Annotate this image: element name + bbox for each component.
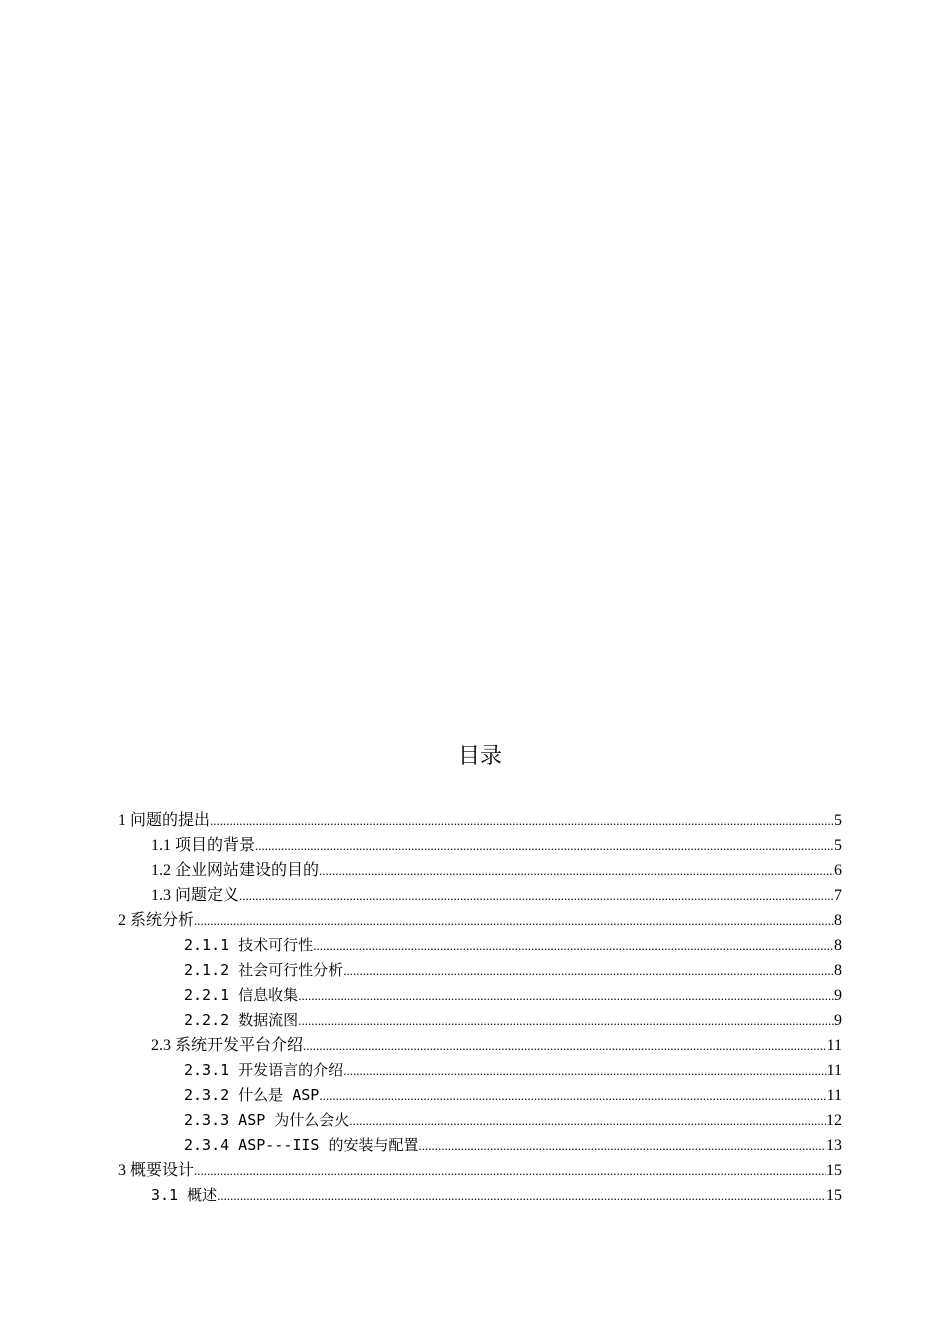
toc-entry[interactable] — [118, 1183, 842, 1208]
toc-entry-page-number: 11 — [826, 1087, 842, 1104]
toc-entry[interactable] — [118, 808, 842, 833]
toc-title: 目录 — [457, 744, 502, 769]
toc-entry-label: 1.2 企业网站建设的目的 — [151, 862, 320, 879]
toc-dot-leader — [298, 1008, 834, 1033]
toc-dot-leader — [298, 983, 834, 1008]
toc-entry-page-number: 9 — [834, 987, 842, 1004]
toc-entry-page-number: 15 — [826, 1162, 842, 1179]
toc-dot-leader — [194, 908, 834, 933]
toc-entry-page-number: 8 — [834, 962, 842, 979]
toc-entry[interactable] — [118, 1108, 842, 1133]
toc-entry-page-number: 7 — [834, 887, 842, 904]
toc-entry-page-number: 11 — [826, 1037, 842, 1054]
toc-entry-label: 2.3.3 ASP 为什么会火 — [184, 1111, 350, 1129]
toc-entry-page-number: 5 — [834, 837, 842, 854]
toc-dot-leader — [313, 933, 834, 958]
toc-entry-page-number: 6 — [834, 862, 842, 879]
toc-entry-page-number: 9 — [834, 1012, 842, 1029]
toc-entry-label: 1 问题的提出 — [118, 812, 211, 829]
toc-entry[interactable] — [118, 1008, 842, 1033]
toc-entry-label: 2 系统分析 — [118, 912, 195, 929]
toc-entry[interactable] — [118, 933, 842, 958]
table-of-contents — [118, 808, 842, 1208]
toc-entry-page-number: 12 — [826, 1112, 842, 1129]
toc-entry[interactable] — [118, 883, 842, 908]
toc-entry-page-number: 8 — [834, 937, 842, 954]
toc-entry-label: 2.1.1 技术可行性 — [184, 936, 314, 954]
toc-entry-label: 1.1 项目的背景 — [151, 837, 256, 854]
toc-entry-page-number: 5 — [834, 812, 842, 829]
toc-entry-page-number: 8 — [834, 912, 842, 929]
toc-dot-leader — [419, 1133, 827, 1158]
toc-entry-label: 3 概要设计 — [118, 1162, 195, 1179]
toc-entry-label: 2.3.2 什么是 ASP — [184, 1086, 320, 1104]
toc-dot-leader — [239, 883, 834, 908]
toc-entry-label: 2.2.2 数据流图 — [184, 1011, 299, 1029]
toc-dot-leader — [343, 958, 834, 983]
toc-dot-leader — [303, 1033, 827, 1058]
toc-dot-leader — [319, 858, 834, 883]
toc-entry[interactable] — [118, 1033, 842, 1058]
toc-entry[interactable] — [118, 1083, 842, 1108]
toc-dot-leader — [343, 1058, 826, 1083]
toc-entry-label: 2.3 系统开发平台介绍 — [151, 1037, 304, 1054]
toc-dot-leader — [319, 1083, 826, 1108]
toc-entry[interactable] — [118, 958, 842, 983]
toc-entry[interactable] — [118, 1158, 842, 1183]
toc-dot-leader — [217, 1183, 826, 1208]
toc-entry-label: 2.2.1 信息收集 — [184, 986, 299, 1004]
toc-dot-leader — [194, 1158, 826, 1183]
toc-dot-leader — [255, 833, 834, 858]
toc-entry-label: 3.1 概述 — [151, 1186, 218, 1204]
toc-dot-leader — [210, 808, 834, 833]
toc-entry-label: 1.3 问题定义 — [151, 887, 240, 904]
toc-entry[interactable] — [118, 833, 842, 858]
toc-entry[interactable] — [118, 1058, 842, 1083]
toc-entry-page-number: 15 — [826, 1187, 842, 1204]
toc-entry-label: 2.1.2 社会可行性分析 — [184, 961, 344, 979]
toc-entry[interactable] — [118, 983, 842, 1008]
toc-entry-page-number: 13 — [826, 1137, 842, 1154]
toc-entry-label: 2.3.1 开发语言的介绍 — [184, 1061, 344, 1079]
toc-entry[interactable] — [118, 908, 842, 933]
toc-entry-page-number: 11 — [826, 1062, 842, 1079]
toc-entry[interactable] — [118, 1133, 842, 1158]
toc-entry-label: 2.3.4 ASP---IIS 的安装与配置 — [184, 1136, 419, 1154]
toc-dot-leader — [349, 1108, 826, 1133]
toc-entry[interactable] — [118, 858, 842, 883]
